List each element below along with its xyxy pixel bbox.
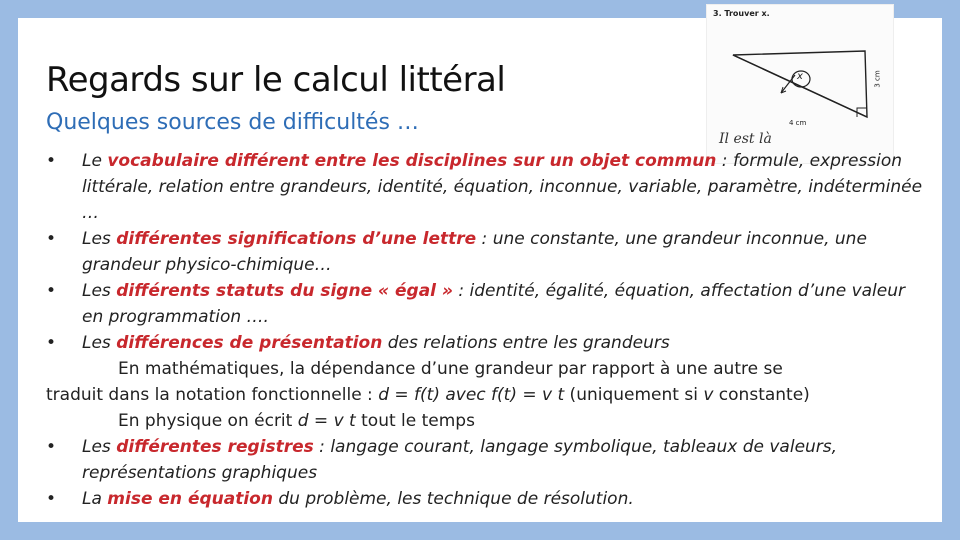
variable: v <box>703 385 714 405</box>
item-highlight: différents statuts du signe « égal » <box>116 281 453 301</box>
item-text: Les <box>82 333 117 353</box>
paragraph-text: En physique on écrit <box>118 411 298 431</box>
math-paragraph <box>46 356 926 408</box>
list-item <box>46 278 926 330</box>
item-highlight: différences de présentation <box>116 333 383 353</box>
bullet: • <box>46 151 57 171</box>
equation: d = f(t) avec f(t) = v t <box>378 385 565 405</box>
slide-title: Regards sur le calcul littéral <box>46 60 506 100</box>
item-highlight: vocabulaire différent entre les disciplines sur un objet commun <box>107 151 717 171</box>
item-text: du problème, les technique de résolution. <box>272 489 634 509</box>
figure-x-label: x <box>797 71 803 82</box>
paragraph-text: (uniquement si <box>564 385 704 405</box>
list-item <box>46 226 926 278</box>
item-text: des relations entre les grandeurs <box>382 333 670 353</box>
figure-base-label: 4 cm <box>789 119 807 127</box>
paragraph-line <box>46 382 926 408</box>
handwritten-answer: Il est là <box>719 131 772 147</box>
paragraph-text: traduit dans la notation fonctionnelle : <box>46 385 379 405</box>
item-text: Les <box>82 437 117 457</box>
item-text: La <box>82 489 108 509</box>
list-item <box>46 486 926 512</box>
list-item <box>46 330 926 356</box>
equation: d = v t <box>297 411 356 431</box>
item-highlight: différentes significations d’une lettre <box>116 229 477 249</box>
bullet: • <box>46 437 57 457</box>
bullet: • <box>46 333 57 353</box>
item-text: Les <box>82 281 117 301</box>
physics-paragraph <box>46 408 926 434</box>
slide <box>18 9 942 522</box>
item-text: : langage courant, langage symbolique, tableaux de valeurs, représentations graphiques <box>82 437 838 483</box>
list-item <box>46 148 926 226</box>
figure-side-label: 3 cm <box>873 70 882 88</box>
paragraph-text: constante) <box>713 385 810 405</box>
item-text: : une constante, une grandeur inconnue, une grandeur physico-chimique… <box>82 229 867 275</box>
paragraph-text: tout le temps <box>355 411 475 431</box>
list-item <box>46 434 926 486</box>
bullet: • <box>46 281 57 301</box>
item-text: : formule, expression littérale, relation entre grandeurs, identité, équation, inconnue, variable, paramètre, indéterminée … <box>82 151 923 223</box>
figure-heading: 3. Trouver x. <box>713 9 770 18</box>
item-text: : identité, égalité, équation, affectation d’une valeur en programmation …. <box>82 281 906 327</box>
slide-subtitle: Quelques sources de difficultés … <box>46 110 419 135</box>
triangle-figure <box>706 4 894 164</box>
paragraph-line: En mathématiques, la dépendance d’une grandeur par rapport à une autre se <box>118 359 783 379</box>
slide-body <box>46 148 926 512</box>
bullet: • <box>46 489 57 509</box>
item-text: Le <box>82 151 108 171</box>
item-highlight: différentes registres <box>116 437 314 457</box>
item-text: Les <box>82 229 117 249</box>
bullet: • <box>46 229 57 249</box>
item-highlight: mise en équation <box>107 489 273 509</box>
